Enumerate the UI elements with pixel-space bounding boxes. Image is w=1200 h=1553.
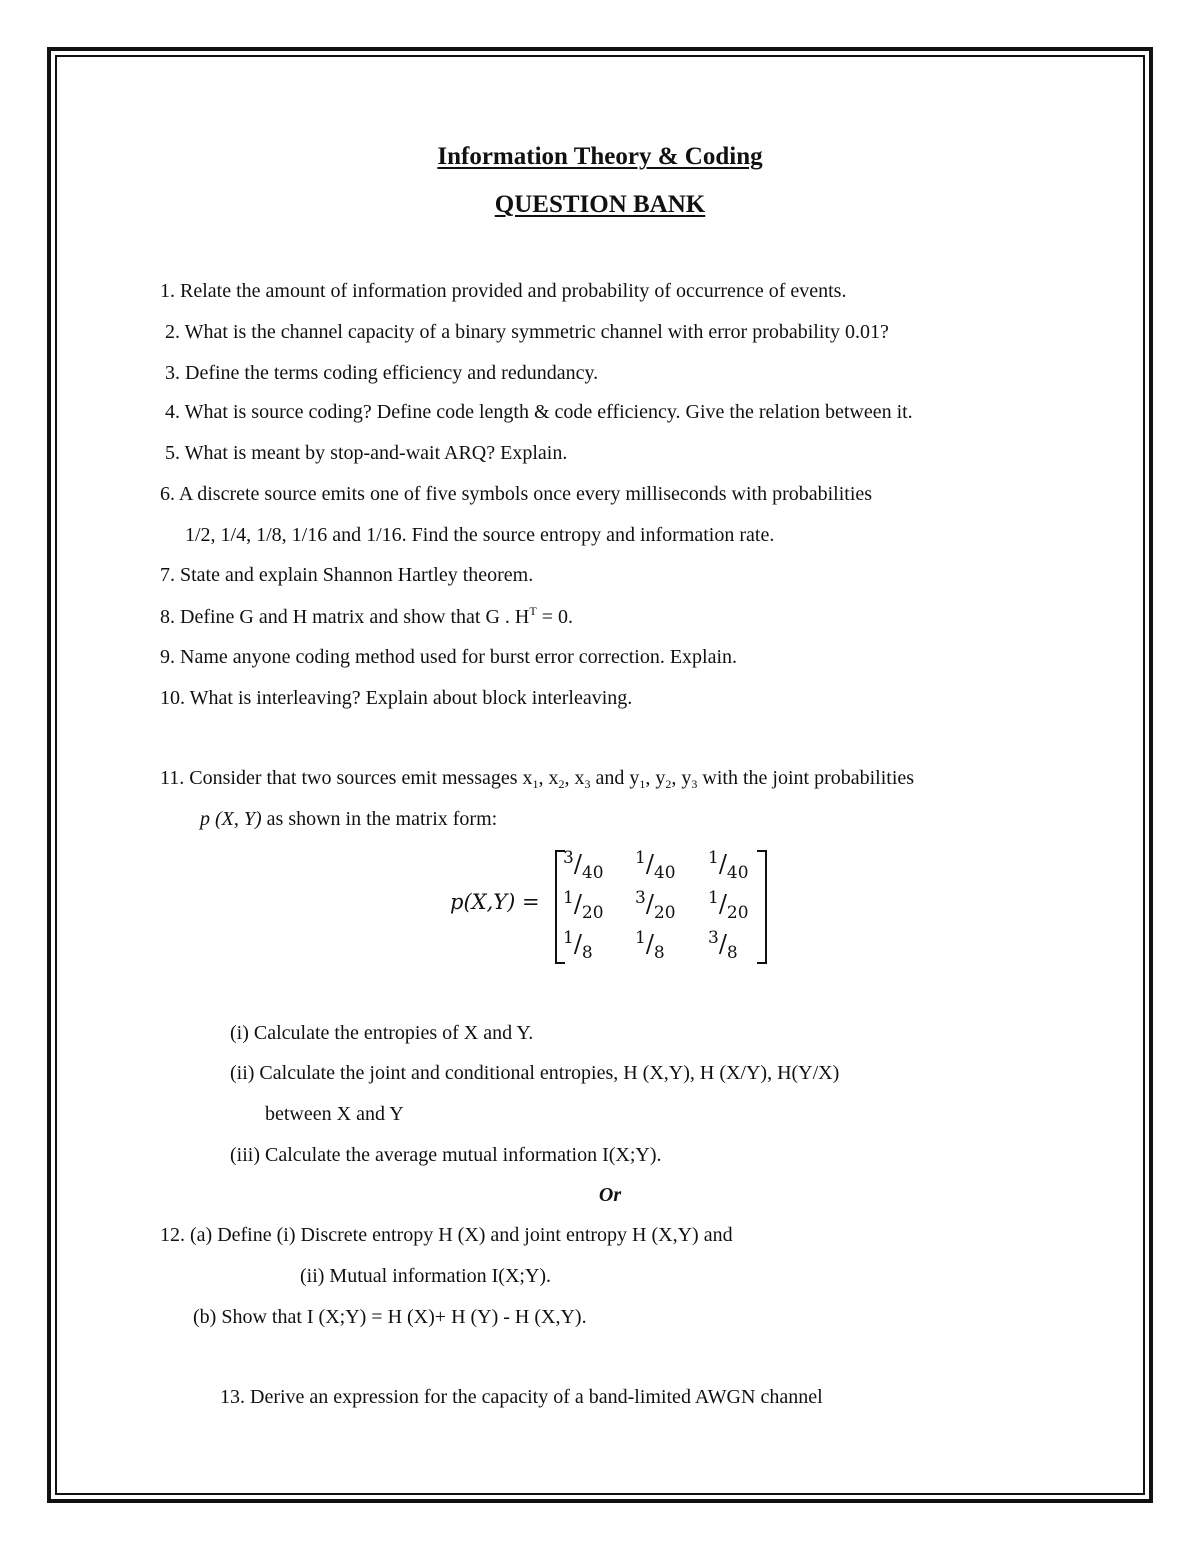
matrix-denominator: 8 xyxy=(581,943,593,963)
subscript: 1 xyxy=(639,777,646,791)
matrix-fraction-slash: / xyxy=(718,930,727,958)
question-7: 7. State and explain Shannon Hartley theorem. xyxy=(160,564,534,586)
matrix-fraction-slash: / xyxy=(573,890,582,918)
matrix-denominator: 40 xyxy=(653,863,676,883)
question-11-part-i: (i) Calculate the entropies of X and Y. xyxy=(230,1022,534,1044)
matrix-numerator: 1 xyxy=(708,888,719,908)
matrix-denominator: 20 xyxy=(653,903,676,923)
subscript: 3 xyxy=(691,777,698,791)
separator: , y xyxy=(645,767,666,789)
matrix-fraction-slash: / xyxy=(573,930,582,958)
matrix-numerator: 1 xyxy=(635,848,646,868)
question-13: 13. Derive an expression for the capacity of a band-limited AWGN channel xyxy=(220,1386,823,1408)
question-8 xyxy=(160,604,573,629)
question-11-text: 11. Consider that two sources emit messages x xyxy=(160,767,533,789)
matrix-fraction-slash: / xyxy=(718,890,727,918)
matrix-fraction-slash: / xyxy=(645,930,654,958)
matrix-denominator: 8 xyxy=(726,943,738,963)
matrix-fraction-slash: / xyxy=(573,850,582,878)
matrix-cell-r2-c1 xyxy=(563,888,604,923)
matrix-numerator: 1 xyxy=(563,928,574,948)
joint-probability-matrix xyxy=(450,838,780,968)
question-11-tail: with the joint probabilities xyxy=(697,767,915,789)
matrix-numerator: 3 xyxy=(635,888,646,908)
question-11-part-ii: (ii) Calculate the joint and conditional entropies, H (X,Y), H (X/Y), H(Y/X) xyxy=(230,1062,840,1084)
matrix-numerator: 3 xyxy=(708,928,719,948)
matrix-denominator: 20 xyxy=(581,903,604,923)
matrix-denominator: 40 xyxy=(581,863,604,883)
matrix-denominator: 8 xyxy=(653,943,665,963)
matrix-right-bracket xyxy=(757,850,767,964)
matrix-cell-r2-c2 xyxy=(635,888,676,923)
question-11 xyxy=(160,767,914,792)
matrix-fraction-slash: / xyxy=(645,890,654,918)
question-11-line-2-text: as shown in the matrix form: xyxy=(261,808,498,830)
question-11-line-2 xyxy=(200,808,497,831)
matrix-cell-r1-c2 xyxy=(635,848,676,883)
question-12-a: 12. (a) Define (i) Discrete entropy H (X) and joint entropy H (X,Y) and xyxy=(160,1224,733,1246)
question-11-part-iii: (iii) Calculate the average mutual information I(X;Y). xyxy=(230,1144,662,1166)
matrix-cell-r3-c1 xyxy=(563,928,593,963)
question-11-part-ii-continued: between X and Y xyxy=(265,1103,404,1125)
matrix-cell-r1-c3 xyxy=(708,848,749,883)
matrix-cell-r3-c3 xyxy=(708,928,738,963)
matrix-cell-r1-c1 xyxy=(563,848,604,883)
matrix-numerator: 1 xyxy=(708,848,719,868)
question-10: 10. What is interleaving? Explain about block interleaving. xyxy=(160,687,633,709)
or-separator: Or xyxy=(598,1184,622,1206)
question-12-a-ii: (ii) Mutual information I(X;Y). xyxy=(300,1265,552,1287)
matrix-numerator: 1 xyxy=(635,928,646,948)
subscript: 3 xyxy=(584,777,591,791)
question-8-tail: = 0. xyxy=(536,606,573,628)
document-title: Information Theory & Coding xyxy=(437,143,763,170)
question-6-continued: 1/2, 1/4, 1/8, 1/16 and 1/16. Find the source entropy and information rate. xyxy=(185,524,775,546)
question-4: 4. What is source coding? Define code length & code efficiency. Give the relation between it. xyxy=(165,401,913,423)
question-2: 2. What is the channel capacity of a binary symmetric channel with error probability 0.01? xyxy=(165,321,889,343)
matrix-label: p(X,Y) = xyxy=(450,890,540,914)
matrix-fraction-slash: / xyxy=(645,850,654,878)
question-1: 1. Relate the amount of information provided and probability of occurrence of events. xyxy=(160,280,847,302)
joint-probability-symbol: p (X, Y) xyxy=(200,808,262,830)
document-subtitle: QUESTION BANK xyxy=(494,191,706,218)
question-5: 5. What is meant by stop-and-wait ARQ? Explain. xyxy=(165,442,568,464)
matrix-numerator: 1 xyxy=(563,888,574,908)
question-6: 6. A discrete source emits one of five symbols once every milliseconds with probabilities xyxy=(160,483,873,505)
matrix-numerator: 3 xyxy=(563,848,574,868)
transpose-superscript: T xyxy=(529,604,537,618)
matrix-cell-r2-c3 xyxy=(708,888,749,923)
separator: , y xyxy=(671,767,692,789)
matrix-fraction-slash: / xyxy=(718,850,727,878)
separator: , x xyxy=(564,767,585,789)
subscript: 2 xyxy=(558,777,565,791)
question-3: 3. Define the terms coding efficiency and redundancy. xyxy=(165,362,599,384)
separator: and y xyxy=(590,767,640,789)
subscript: 2 xyxy=(665,777,672,791)
matrix-denominator: 40 xyxy=(726,863,749,883)
matrix-denominator: 20 xyxy=(726,903,749,923)
question-8-text: 8. Define G and H matrix and show that G . H xyxy=(160,606,530,628)
separator: , x xyxy=(538,767,559,789)
question-12-b: (b) Show that I (X;Y) = H (X)+ H (Y) - H (X,Y). xyxy=(193,1306,587,1328)
question-9: 9. Name anyone coding method used for burst error correction. Explain. xyxy=(160,646,738,668)
subscript: 1 xyxy=(532,777,539,791)
matrix-cell-r3-c2 xyxy=(635,928,665,963)
